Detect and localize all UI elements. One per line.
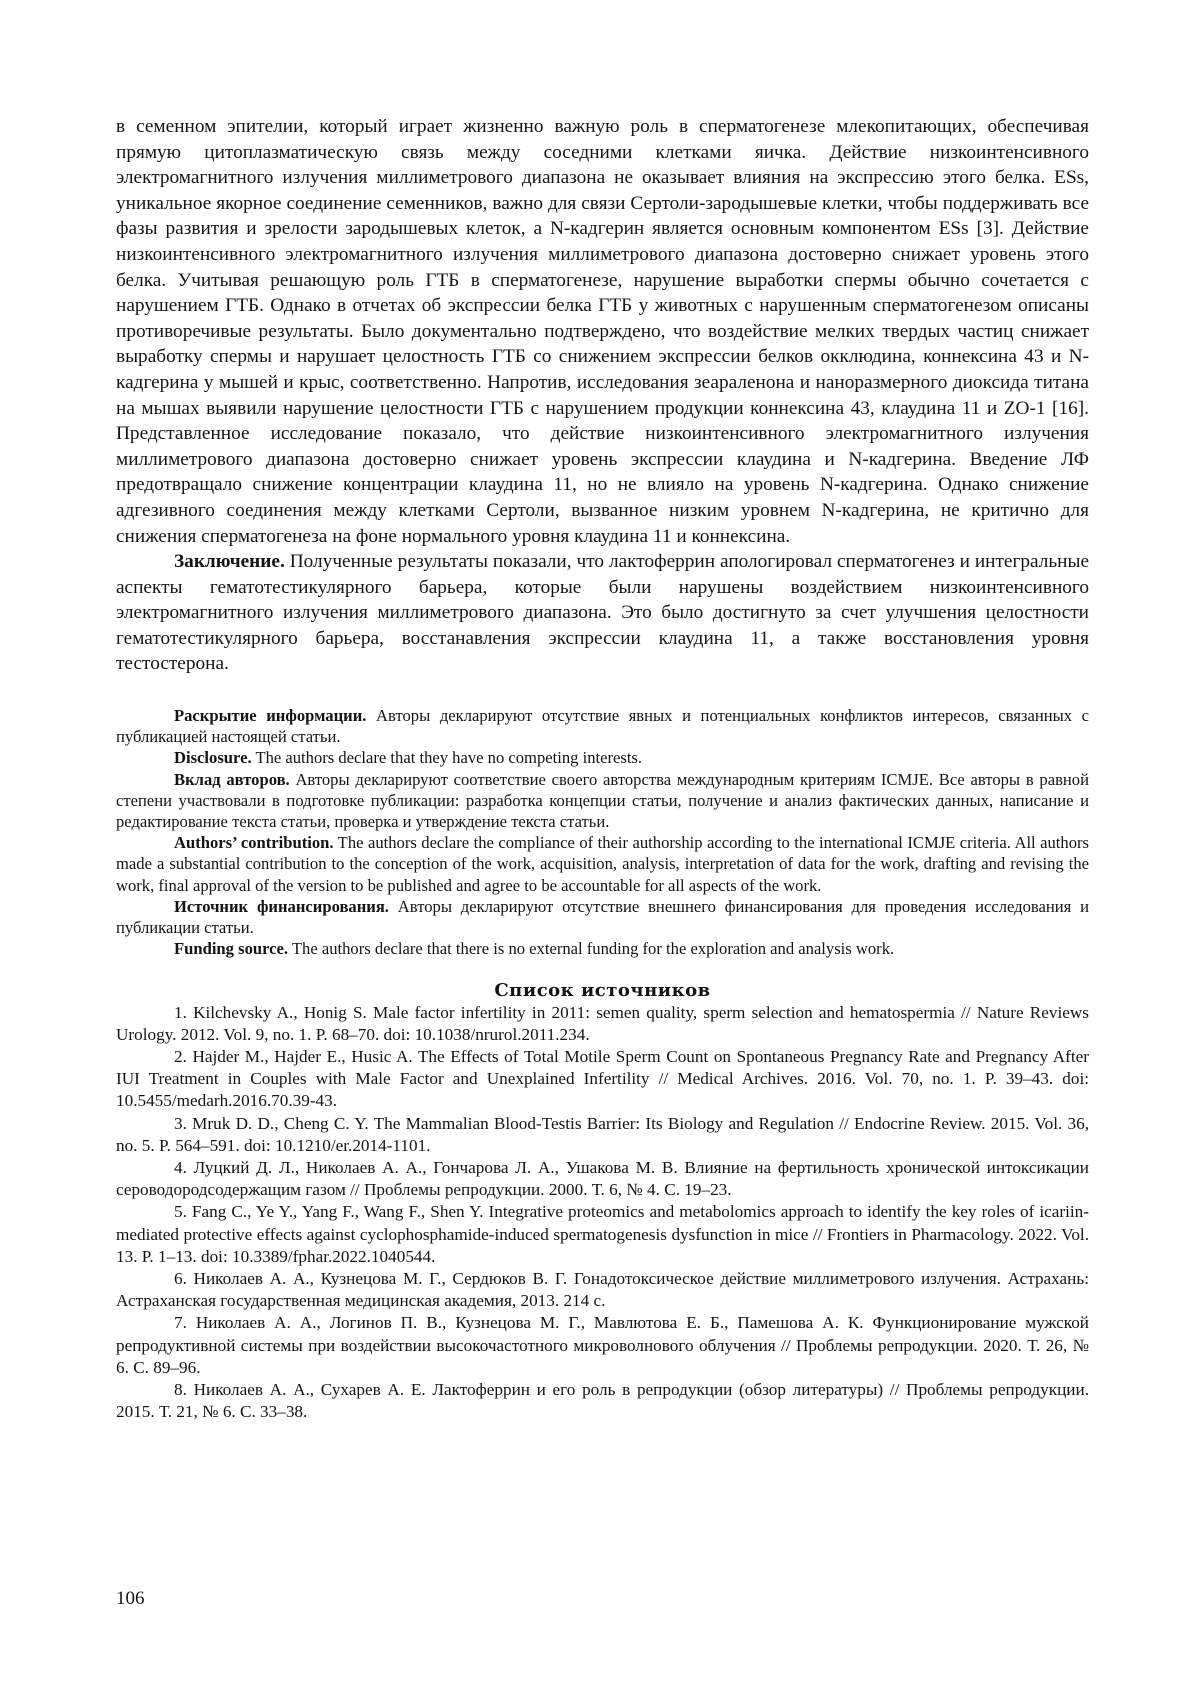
declaration-text: Авторы декларируют отсутствие явных и потенциальных конфликтов интересов, связанных с публикацией настоящей статьи.: [116, 706, 1089, 747]
declaration-label: Вклад авторов.: [174, 769, 290, 789]
reference-item: 4. Луцкий Д. Л., Николаев А. А., Гончарова Л. А., Ушакова М. В. Влияние на фертильность хронической интоксикации сероводородсодержащим газом // Проблемы репродукции. 2000. Т. 6, № 4. С. 19–23.: [116, 1157, 1089, 1200]
body-paragraph: в семенном эпителии, который играет жизненно важную роль в сперматогенезе млекопитающих, обеспечивая прямую цитоплазматическую связь между соседними клетками яичка. Действие низкоинтенсивного электромагнитного излучения миллиметрового диапазона не оказывает влияния на экспрессию этого белка. ESs, уникальное якорное соединение семенников, важно для связи Сертоли-зародышевые клетки, чтобы поддерживать все фазы развития и зрелости зародышевых клеток, а N-кадгерин является основным компонентом ESs [3]. Действие низкоинтенсивного электромагнитного излучения миллиметрового диапазона достоверно снижает уровень этого белка. Учитывая решающую роль ГТБ в сперматогенезе, нарушение выработки спермы обычно сочетается с нарушением ГТБ. Однако в отчетах об экспрессии белка ГТБ у животных с нарушенным сперматогенезом описаны противоречивые результаты. Было документально подтверждено, что воздействие мелких твердых частиц снижает выработку спермы и нарушает целостность ГТБ со снижением экспрессии белков окклюдина, коннексина 43 и N-кадгерина у мышей и крыс, соответственно. Напротив, исследования зеараленона и наноразмерного диоксида титана на мышах выявили нарушение целостности ГТБ с нарушением продукции коннексина 43, клаудина 11 и ZO-1 [16]. Представленное исследование показало, что действие низкоинтенсивного электромагнитного излучения миллиметрового диапазона достоверно снижает уровень экспрессии клаудина и N-кадгерина. Введение ЛФ предотвращало снижение концентрации клаудина 11, но не влияло на уровень N-кадгерина. Однако снижение адгезивного соединения между клетками Сертоли, вызванное низким уровнем N-кадгерина, не критично для снижения сперматогенеза на фоне нормального уровня клаудина 11 и коннексина.: [116, 116, 1089, 547]
declaration-label: Disclosure.: [174, 748, 252, 768]
reference-item: 7. Николаев А. А., Логинов П. В., Кузнецова М. Г., Мавлютова Е. Б., Памешова А. К. Функционирование мужской репродуктивной системы при воздействии высокочастотного микроволнового облучения // Проблемы репродукции. 2020. Т. 26, № 6. С. 89–96.: [116, 1313, 1089, 1377]
declaration-label: Authors’ contribution.: [174, 833, 334, 853]
declarations: [116, 705, 1089, 959]
reference-item: 5. Fang C., Ye Y., Yang F., Wang F., Shen Y. Integrative proteomics and metabolomics approach to identify the key roles of icariin-mediated protective effects against cyclophosphamide-induced spermatogenesis dysfunction in mice // Frontiers in Pharmacology. 2022. Vol. 13. P. 1–13. doi: 10.3389/fphar.2022.1040544.: [116, 1202, 1089, 1266]
reference-item: 1. Kilchevsky A., Honig S. Male factor infertility in 2011: semen quality, sperm selection and hematospermia // Nature Reviews Urology. 2012. Vol. 9, no. 1. P. 68–70. doi: 10.1038/nrurol.2011.234.: [116, 1002, 1089, 1044]
declaration-label: Источник финансирования.: [174, 896, 389, 916]
declaration-text: The authors declare that they have no competing interests.: [251, 748, 643, 768]
declaration-item: [116, 705, 1089, 747]
conclusion-label: Заключение.: [174, 551, 285, 573]
reference-item: 6. Николаев А. А., Кузнецова М. Г., Сердюков В. Г. Гонадотоксическое действие миллиметрового излучения. Астрахань: Астраханская государственная медицинская академия, 2013. 214 с.: [116, 1268, 1089, 1311]
references-list: [116, 1002, 1089, 1424]
declaration-text: Авторы декларируют соответствие своего авторства международным критериям ICMJE. Все авторы в равной степени участвовали в подготовке публикации: разработка концепции статьи, получение и анализ фактических данных, написание и редактирование текста статьи, проверка и утверждение текста статьи.: [116, 769, 1089, 832]
conclusion-text: Полученные результаты показали, что лактоферрин апологировал сперматогенез и интегральные аспекты гематотестикулярного барьера, которые были нарушены воздействием низкоинтенсивного электромагнитного излучения миллиметрового диапазона. Это было достигнуто за счет улучшения целостности гематотестикулярного барьера, восстанавления экспрессии клаудина 11, а также восстановления уровня тестостерона.: [116, 551, 1089, 675]
declaration-item: [116, 832, 1089, 896]
declaration-item: [116, 747, 1089, 768]
declaration-item: [116, 896, 1089, 938]
references-title: Список источников: [494, 979, 711, 1001]
conclusion-paragraph: [116, 549, 1089, 677]
declaration-item: [116, 769, 1089, 833]
page-number: 106: [116, 1588, 145, 1609]
declaration-text: The authors declare that there is no external funding for the exploration and analysis work.: [288, 939, 895, 959]
declaration-item: [116, 938, 1089, 959]
declaration-text: Авторы декларируют отсутствие внешнего финансирования для проведения исследования и публикации статьи.: [116, 896, 1089, 938]
declaration-label: Funding source.: [174, 939, 289, 959]
declaration-label: Раскрытие информации.: [174, 706, 367, 726]
main-text: [116, 114, 1089, 677]
reference-item: 3. Mruk D. D., Cheng C. Y. The Mammalian Blood-Testis Barrier: Its Biology and Regulation // Endocrine Review. 2015. Vol. 36, no. 5. P. 564–591. doi: 10.1210/er.2014-1101.: [116, 1113, 1089, 1155]
declaration-text: The authors declare the compliance of their authorship according to the international ICMJE criteria. All authors made a substantial contribution to the conception of the work, acquisition, analysis, interpretation of data for the work, drafting and revising the work, final approval of the version to be published and agree to be accountable for all aspects of the work.: [116, 833, 1089, 895]
reference-item: 2. Hajder M., Hajder E., Husic A. The Effects of Total Motile Sperm Count on Spontaneous Pregnancy Rate and Pregnancy After IUI Treatment in Couples with Male Factor and Unexplained Infertility // Medical Archives. 2016. Vol. 70, no. 1. P. 39–43. doi: 10.5455/medarh.2016.70.39-43.: [116, 1046, 1089, 1111]
reference-item: 8. Николаев А. А., Сухарев А. Е. Лактоферрин и его роль в репродукции (обзор литературы) // Проблемы репродукции. 2015. Т. 21, № 6. С. 33–38.: [116, 1379, 1089, 1422]
page-content: [116, 114, 1089, 1423]
